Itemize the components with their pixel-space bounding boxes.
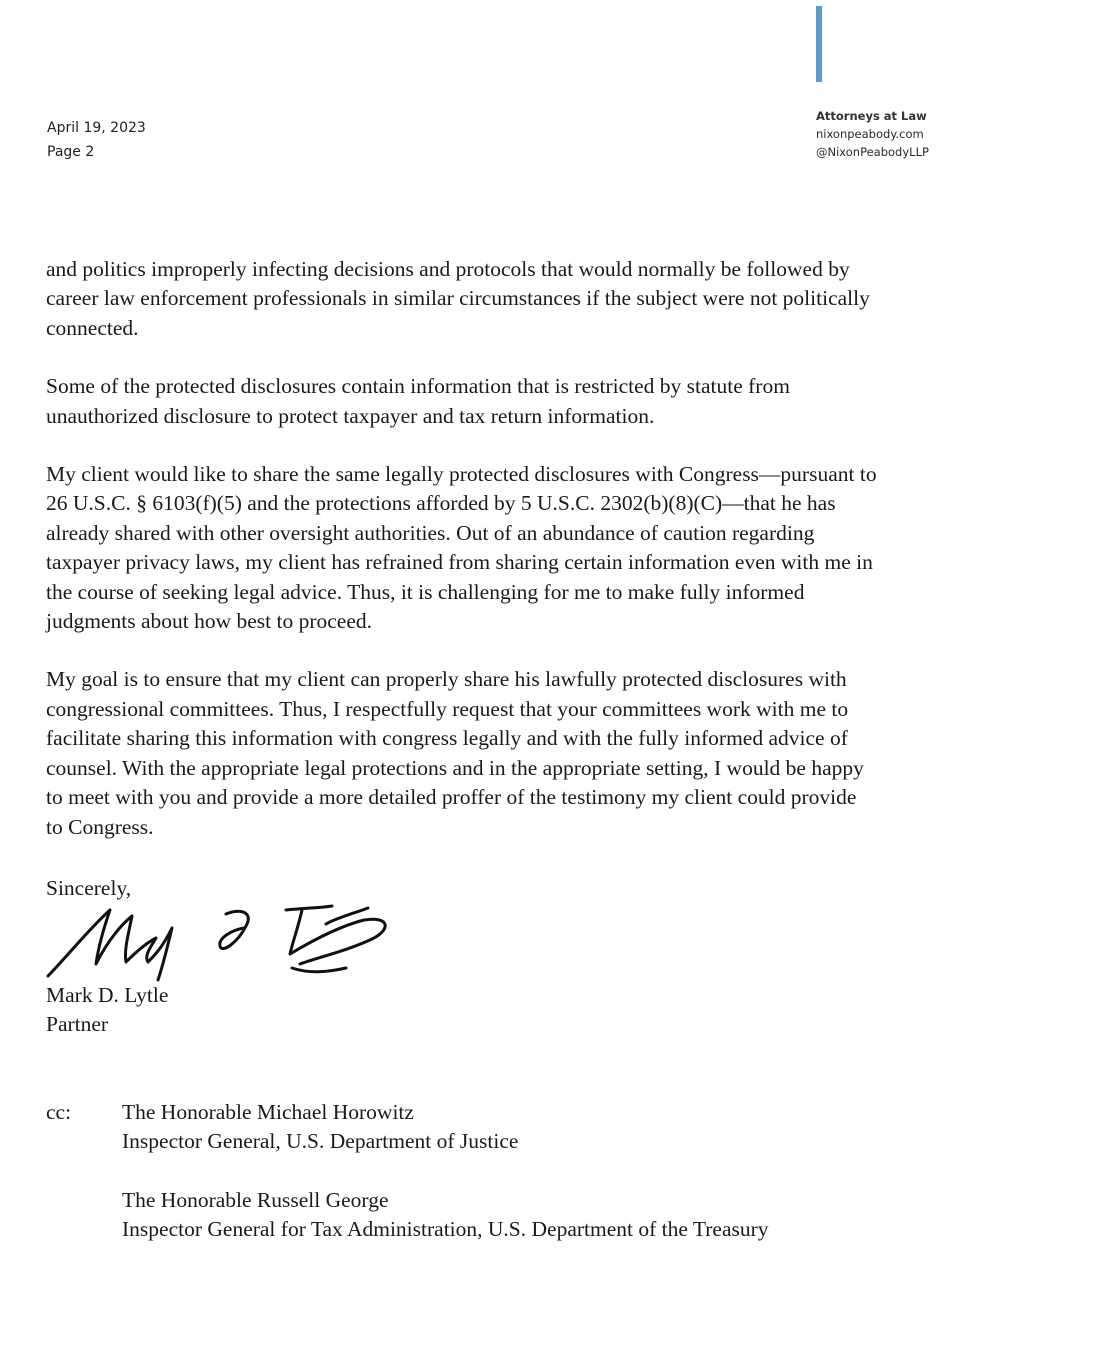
- paragraph: [46, 255, 1046, 343]
- cc-recipient: [122, 1098, 769, 1157]
- paragraph-line: counsel. With the appropriate legal protections and in the appropriate setting, I would be happy: [46, 755, 864, 780]
- cc-label: cc:: [46, 1100, 72, 1124]
- signer-title: Partner: [46, 1012, 109, 1037]
- paragraph-line: My goal is to ensure that my client can properly share his lawfully protected disclosures with: [46, 667, 847, 692]
- firm-tagline: Attorneys at Law: [816, 109, 927, 123]
- brand-accent-bar: [816, 6, 822, 82]
- paragraph: [46, 460, 1046, 636]
- handwritten-signature: [40, 898, 400, 988]
- paragraph-line: taxpayer privacy laws, my client has refrained from sharing certain information even with me in: [46, 550, 873, 575]
- paragraph-line: unauthorized disclosure to protect taxpayer and tax return information.: [46, 403, 655, 428]
- paragraph-line: facilitate sharing this information with congress legally and with the fully informed advice of: [46, 726, 848, 751]
- paragraph-line: and politics improperly infecting decisions and protocols that would normally be followed by: [46, 257, 850, 281]
- firm-info: [816, 107, 929, 161]
- cc-recipient-name: The Honorable Michael Horowitz: [122, 1100, 414, 1124]
- paragraph-line: connected.: [46, 315, 139, 340]
- paragraph-line: My client would like to share the same legally protected disclosures with Congress—pursuant to: [46, 462, 877, 487]
- cc-recipient: [122, 1186, 769, 1245]
- cc-recipient-role: Inspector General for Tax Administration, U.S. Department of the Treasury: [122, 1217, 769, 1242]
- letter-meta: [47, 116, 146, 164]
- paragraph-line: to Congress.: [46, 814, 154, 839]
- cc-list: [122, 1098, 769, 1274]
- paragraph-line: congressional committees. Thus, I respectfully request that your committees work with me to: [46, 696, 849, 721]
- paragraph-line: already shared with other oversight authorities. Out of an abundance of caution regarding: [46, 520, 815, 545]
- firm-handle: @NixonPeabodyLLP: [816, 145, 929, 159]
- paragraph-line: to meet with you and provide a more detailed proffer of the testimony my client could provide: [46, 785, 857, 810]
- paragraph-line: Some of the protected disclosures contain information that is restricted by statute from: [46, 374, 790, 399]
- letter-date: April 19, 2023: [47, 120, 146, 136]
- firm-website: nixonpeabody.com: [816, 127, 924, 141]
- signer-name: Mark D. Lytle: [46, 983, 169, 1007]
- paragraph-line: career law enforcement professionals in similar circumstances if the subject were not politically: [46, 286, 870, 311]
- paragraph-line: the course of seeking legal advice. Thus, it is challenging for me to make fully informed: [46, 579, 805, 604]
- paragraph-line: 26 U.S.C. § 6103(f)(5) and the protections afforded by 5 U.S.C. 2302(b)(8)(C)—that he has: [46, 491, 836, 516]
- paragraph-line: judgments about how best to proceed.: [46, 609, 373, 634]
- closing-salutation: Sincerely,: [46, 876, 132, 900]
- letter-body: [46, 255, 1046, 871]
- cc-recipient-role: Inspector General, U.S. Department of Justice: [122, 1129, 519, 1154]
- cc-recipient-name: The Honorable Russell George: [122, 1187, 389, 1212]
- paragraph: [46, 372, 1046, 431]
- page-number: Page 2: [47, 144, 95, 160]
- paragraph: [46, 665, 1046, 841]
- signer-block: [46, 981, 168, 1040]
